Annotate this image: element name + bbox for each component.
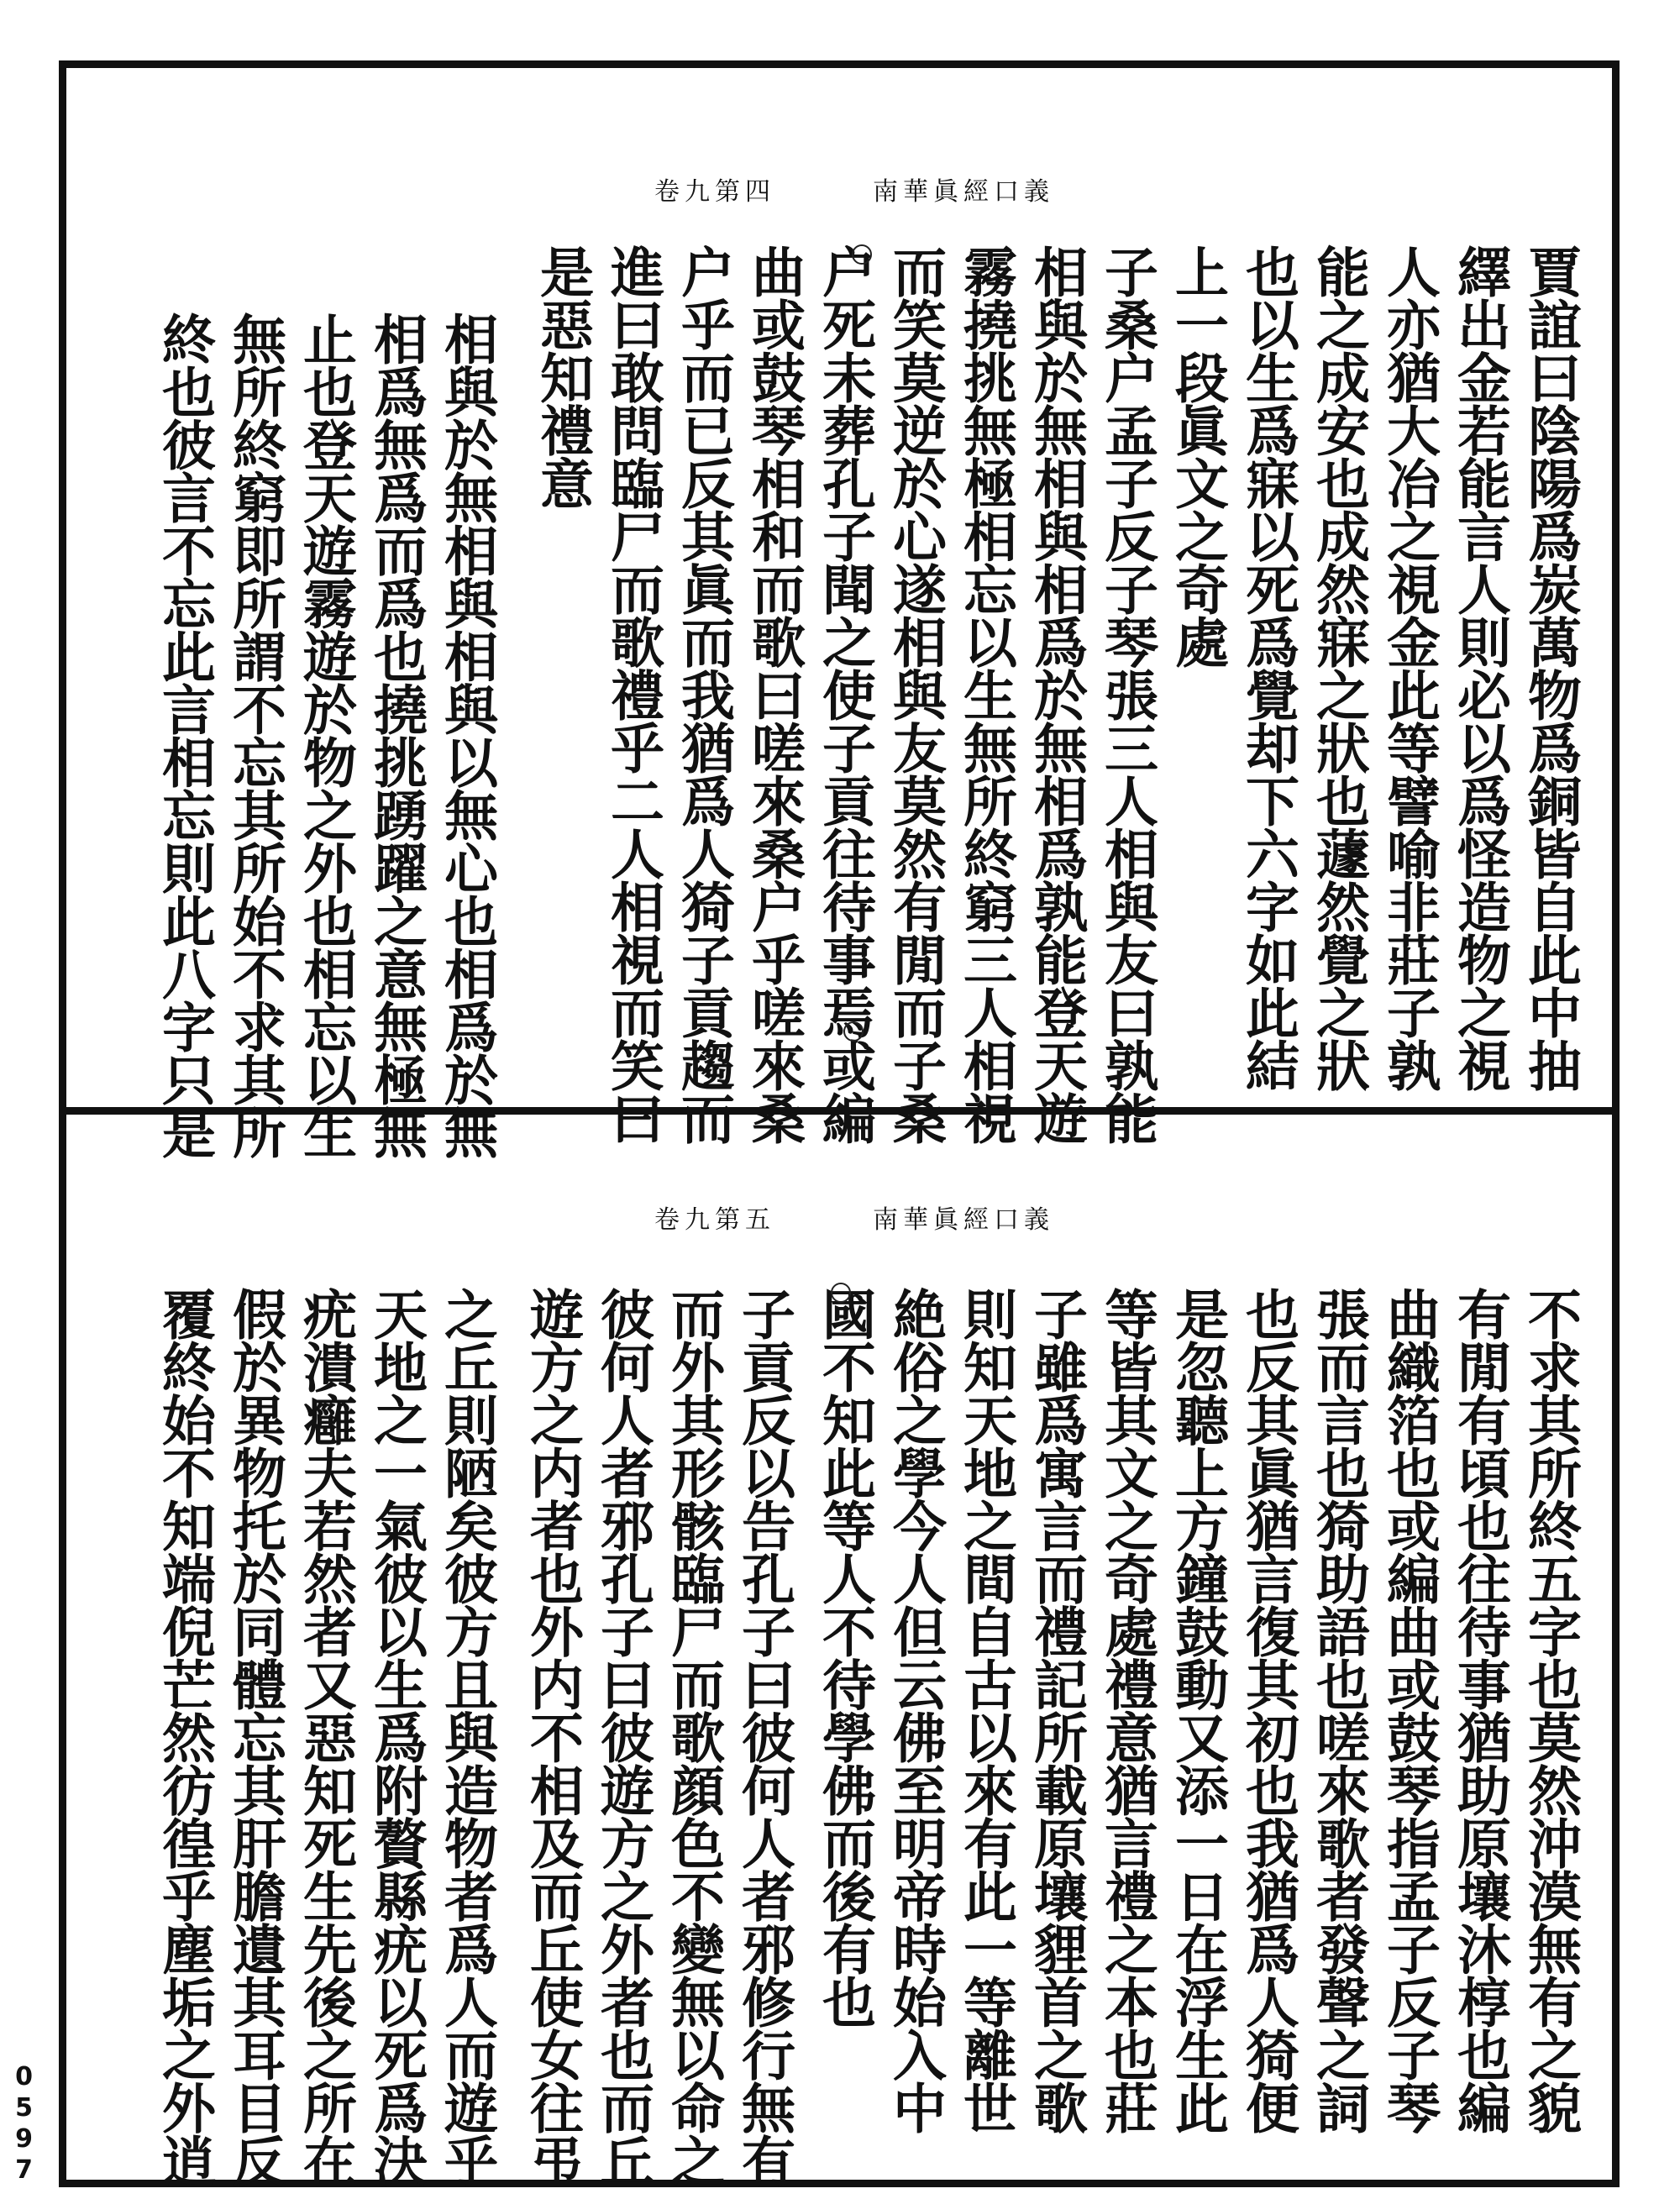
punctuation-circle (852, 244, 872, 265)
punctuation-circle (843, 1021, 864, 1042)
text-column: 賈誼曰陰陽爲炭萬物爲銅皆自此中抽 (1519, 244, 1582, 1091)
text-column: 也以生爲寐以死爲覺却下六字如此結 (1236, 244, 1299, 1091)
text-column: 子雖爲寓言而禮記所載原壤貍首之歌 (1025, 1287, 1088, 2133)
text-column: 不求其所終五字也莫然沖漠無有之貌 (1519, 1287, 1582, 2133)
chapter-label: 卷九第四 (654, 177, 775, 207)
bottom-page (66, 1115, 1612, 2186)
text-columns (66, 244, 1612, 1158)
text-column: 疣潰癰夫若然者又惡知死生先後之所在 (294, 1287, 357, 2186)
bottom-page-header (66, 1199, 1612, 1235)
text-column: 遊方之内者也外内不相及而丘使女往弔 (521, 1287, 584, 2186)
text-column: 之丘則陋矣彼方且與造物者爲人而遊乎 (435, 1287, 498, 2186)
text-column: 相爲無爲而爲也撓挑踴躍之意無極無 (365, 312, 428, 1158)
text-column: 人亦猶大冶之視金此等譬喻非莊子孰 (1378, 244, 1441, 1091)
text-column: 而外其形骸臨尸而歌顔色不變無以命之 (662, 1287, 725, 2186)
text-column: 户乎而已反其眞而我猶爲人猗子貢趨而 (672, 244, 735, 1144)
text-column: 能之成安也成然寐之狀也蘧然覺之狀 (1307, 244, 1370, 1091)
chapter-label: 卷九第五 (654, 1205, 775, 1235)
text-column: 則知天地之間自古以來有此一等離世 (954, 1287, 1017, 2133)
text-column: 國不知此等人不待學佛而後有也 (813, 1287, 876, 2028)
top-page (66, 68, 1612, 1158)
text-column: 户死未葬孔子聞之使子貢往待事焉或編 (813, 244, 876, 1144)
text-column: 等皆其文之奇處禮意猶言禮之本也莊 (1095, 1287, 1158, 2133)
text-column: 而笑莫逆於心遂相與友莫然有閒而子桑 (884, 244, 947, 1144)
text-column: 也反其眞猶言復其初也我猶爲人猗便 (1236, 1287, 1299, 2133)
top-page-header (66, 171, 1612, 207)
text-column: 進曰敢問臨尸而歌禮乎二人相視而笑曰 (601, 244, 664, 1144)
text-column: 子桑户孟子反子琴張三人相與友曰孰能 (1095, 244, 1158, 1144)
text-column: 覆終始不知端倪芒然彷徨乎塵垢之外逍 (153, 1287, 216, 2186)
book-title: 南華眞經口義 (873, 1205, 1054, 1235)
text-column: 子貢反以告孔子曰彼何人者邪修行無有 (732, 1287, 795, 2186)
text-column: 是忽聽上方鐘鼓動又添一日在浮生此 (1166, 1287, 1229, 2133)
text-column: 無所終窮即所謂不忘其所始不求其所 (223, 312, 286, 1158)
text-column: 彼何人者邪孔子曰彼遊方之外者也而丘 (591, 1287, 654, 2186)
text-columns (66, 1287, 1612, 2186)
text-column: 霧撓挑無極相忘以生無所終窮三人相視 (954, 244, 1017, 1144)
text-column: 張而言也猗助語也嗟來歌者發聲之詞 (1307, 1287, 1370, 2133)
text-column: 曲或鼓琴相和而歌曰嗟來桑户乎嗟來桑 (743, 244, 806, 1144)
punctuation-circle (831, 1283, 851, 1303)
text-column: 相與於無相與相爲於無相爲孰能登天遊 (1025, 244, 1088, 1144)
text-column: 終也彼言不忘此言相忘則此八字只是 (153, 312, 216, 1158)
book-title: 南華眞經口義 (873, 177, 1054, 207)
text-column: 天地之一氣彼以生爲附贅縣疣以死爲決 (365, 1287, 428, 2186)
text-column: 絶俗之學今人但云佛至明帝時始入中 (884, 1287, 947, 2133)
text-column: 曲織箔也或編曲或鼓琴指孟子反子琴 (1378, 1287, 1441, 2133)
text-column: 繹出金若能言人則必以爲怪造物之視 (1448, 244, 1511, 1091)
text-column: 上一段眞文之奇處 (1166, 244, 1229, 668)
text-column: 相與於無相與相與以無心也相爲於無 (435, 312, 498, 1158)
page-number: 0597 (9, 2062, 39, 2186)
text-column: 有閒有頃也往待事猶助原壤沐椁也編 (1448, 1287, 1511, 2133)
text-column: 是惡知禮意 (531, 244, 594, 509)
text-column: 止也登天遊霧遊於物之外也相忘以生 (294, 312, 357, 1158)
text-column: 假於異物托於同體忘其肝膽遺其耳目反 (223, 1287, 286, 2186)
